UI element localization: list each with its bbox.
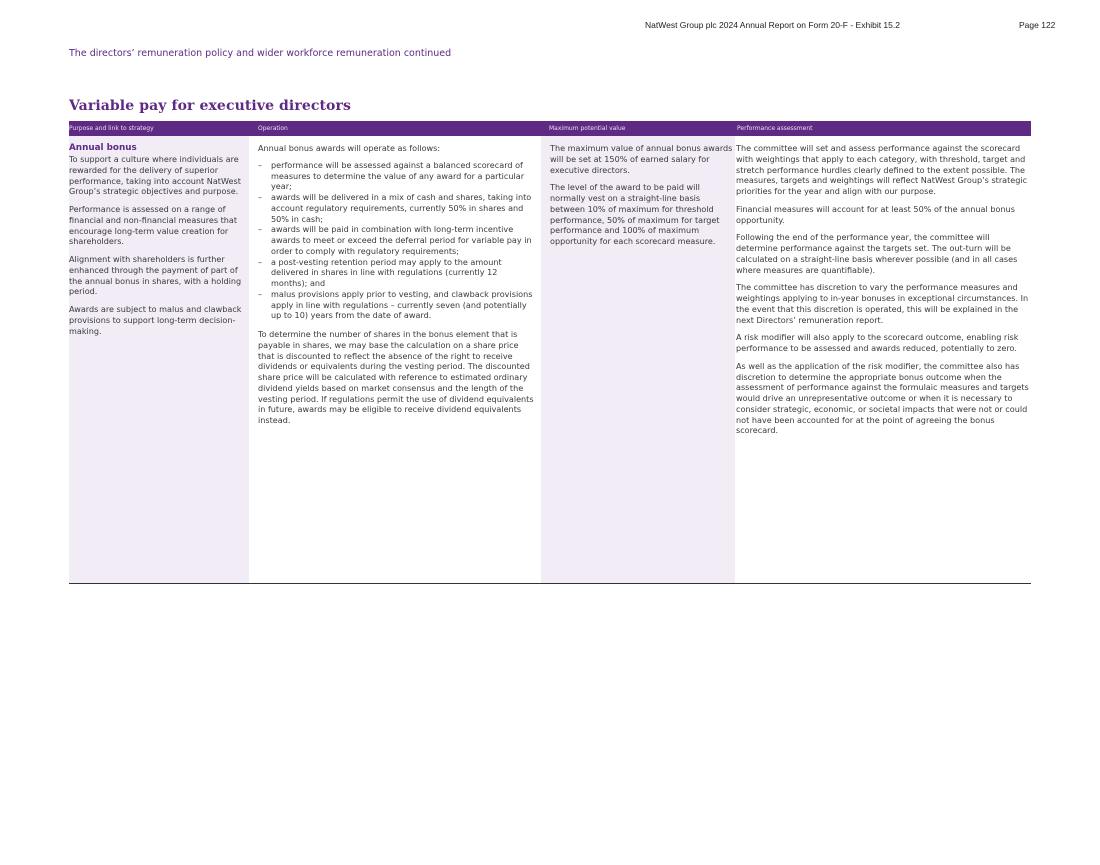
table-header-row xyxy=(69,121,1031,136)
assessment-paragraph: Financial measures will account for at least 50% of the annual bonus opportunity. xyxy=(736,203,1015,225)
section-subtitle: The directors’ remuneration policy and wider workforce remuneration continued xyxy=(69,48,452,59)
table-body-row xyxy=(69,136,1031,584)
assessment-paragraph: The committee has discretion to vary the performance measures and weightings applying to in-year bonuses in exceptional circumstances. In the event that this discretion is operated, this will be explained in the next Directors’ remuneration report. xyxy=(736,282,1029,325)
operation-intro: Annual bonus awards will operate as follows: xyxy=(258,143,441,153)
purpose-paragraph: To support a culture where individuals are rewarded for the delivery of superior performance, taking into account NatWest Group’s strategic objectives and purpose. xyxy=(69,154,241,197)
assessment-paragraph: Following the end of the performance year, the committee will determine performance against the targets set. The out-turn will be calculated on a straight-line basis wherever possible (and in all cases where measures are quantifiable). xyxy=(736,232,1018,275)
column-header-operation: Operation xyxy=(258,125,288,132)
purpose-paragraph: Alignment with shareholders is further enhanced through the payment of part of the annual bonus in shares, with a holding period. xyxy=(69,254,242,297)
purpose-cell xyxy=(69,136,249,583)
operation-closing: To determine the number of shares in the bonus element that is payable in shares, we may base the calculation on a share price that is discounted to reflect the absence of the right to receive dividends or equivalents during the vesting period. The discounted share price will be calculated with reference to estimated ordinary dividend yields based on market consensus and the length of the vesting period. If regulations permit the use of dividend equivalents in future, awards may be eligible to receive dividend equivalents instead. xyxy=(258,329,534,425)
list-item: – malus provisions apply prior to vesting, and clawback provisions apply in line with regulations – currently seven (and potentially up to 10) years from the date of award. xyxy=(258,289,536,321)
report-title: NatWest Group plc 2024 Annual Report on Form 20-F - Exhibit 15.2 xyxy=(645,20,900,30)
operation-cell xyxy=(252,136,540,583)
purpose-paragraph: Awards are subject to malus and clawback provisions to support long-term decision-making. xyxy=(69,304,242,336)
list-item: – awards will be paid in combination with long-term incentive awards to meet or exceed the deferral period for variable pay in order to comply with regulatory requirements; xyxy=(258,224,536,256)
annual-bonus-heading: Annual bonus xyxy=(69,143,137,153)
list-item: – a post-vesting retention period may apply to the amount delivered in shares in line with regulations (currently 12 months); and xyxy=(258,257,536,289)
section-title: Variable pay for executive directors xyxy=(69,98,351,114)
page-number: Page 122 xyxy=(1019,20,1056,30)
assessment-cell xyxy=(736,136,1031,583)
assessment-paragraph: A risk modifier will also apply to the scorecard outcome, enabling risk performance to be assessed and awards reduced, potentially to zero. xyxy=(736,332,1019,353)
purpose-paragraph: Performance is assessed on a range of financial and non-financial measures that encourage long-term value creation for shareholders. xyxy=(69,204,238,247)
list-item: – performance will be assessed against a balanced scorecard of measures to determine the value of any award for a particular year; xyxy=(258,160,536,192)
assessment-paragraph: As well as the application of the risk modifier, the committee also has discretion to determine the appropriate bonus outcome when the assessment of performance against the formulaic measures and targets would drive an unrepresentative outcome or when it is necessary to consider strategic, economic, or societal impacts that were not or could not have been accounted for at the point of agreeing the bonus scorecard. xyxy=(736,360,1029,436)
max-value-cell xyxy=(541,136,735,583)
page-header xyxy=(0,20,1100,34)
column-header-purpose: Purpose and link to strategy xyxy=(69,125,154,132)
variable-pay-table xyxy=(69,121,1031,584)
column-header-max-value: Maximum potential value xyxy=(549,125,626,132)
max-value-paragraph: The maximum value of annual bonus awards will be set at 150% of earned salary for executive directors. xyxy=(550,143,733,175)
operation-list xyxy=(258,160,536,321)
column-header-assessment: Performance assessment xyxy=(737,125,813,132)
max-value-paragraph: The level of the award to be paid will normally vest on a straight-line basis between 10% of maximum for threshold performance, 50% of maximum for target performance and 100% of maximum opportunity for each scorecard measure. xyxy=(550,182,720,246)
list-item: – awards will be delivered in a mix of cash and shares, taking into account regulatory requirements, currently 50% in shares and 50% in cash; xyxy=(258,192,536,224)
assessment-paragraph: The committee will set and assess performance against the scorecard with weightings that apply to each category, with threshold, target and stretch performance hurdles clearly defined to the extent possible. The measures, targets and weightings will reflect NatWest Group’s strategic priorities for the year and align with our purpose. xyxy=(736,143,1028,196)
